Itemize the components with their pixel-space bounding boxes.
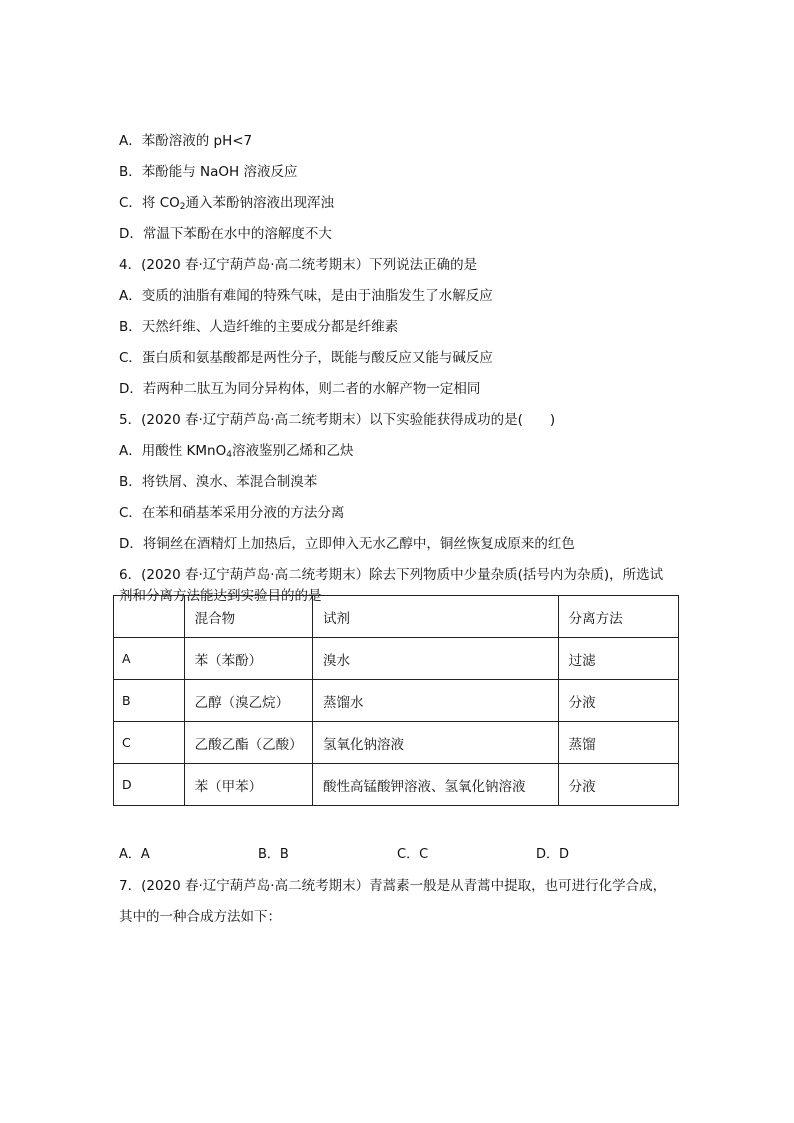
- q5-stem: 5．(2020 春·辽宁葫芦岛·高二统考期末）以下实验能获得成功的是( ): [119, 412, 556, 428]
- q5-option-a: [119, 442, 353, 460]
- table-header-cell: [114, 596, 185, 638]
- table-header-row: [114, 596, 679, 638]
- table-cell: 苯（苯酚）: [184, 638, 312, 680]
- q6-answer-d: D．D: [536, 847, 570, 862]
- table-cell: 氢氧化钠溶液: [313, 722, 559, 764]
- q4-option-a: A．变质的油脂有难闻的特殊气味，是由于油脂发生了水解反应: [119, 288, 493, 304]
- q6-answer-b: B．B: [258, 847, 289, 862]
- table-row: [114, 638, 679, 680]
- q6-stem-line-2: 剂和分离方法能达到实验目的的是: [119, 588, 322, 604]
- table-header-cell: 混合物: [184, 596, 312, 638]
- q6-answer-a: A．A: [119, 847, 150, 862]
- table-cell: 苯（甲苯）: [184, 764, 312, 806]
- q6-options-table: [113, 595, 679, 806]
- table-cell: 蒸馏水: [313, 680, 559, 722]
- q7-stem-line-2: 其中的一种合成方法如下：: [119, 909, 281, 925]
- table-header-cell: 分离方法: [558, 596, 678, 638]
- q3-option-b: B．苯酚能与 NaOH 溶液反应: [119, 164, 298, 180]
- q4-option-c: C．蛋白质和氨基酸都是两性分子，既能与酸反应又能与碱反应: [119, 350, 493, 366]
- q3-option-c-text-rest: 通入苯酚钠溶液出现浑浊: [185, 195, 335, 211]
- q4-option-b: B．天然纤维、人造纤维的主要成分都是纤维素: [119, 319, 399, 335]
- q5-option-d: D．将铜丝在酒精灯上加热后，立即伸入无水乙醇中，铜丝恢复成原来的红色: [119, 536, 575, 552]
- q5-option-b: B．将铁屑、溴水、苯混合制溴苯: [119, 474, 318, 490]
- q3-option-d: D．常温下苯酚在水中的溶解度不大: [119, 226, 332, 242]
- q4-stem: 4．(2020 春·辽宁葫芦岛·高二统考期末）下列说法正确的是: [119, 257, 478, 273]
- table-cell: B: [114, 680, 185, 722]
- table-cell: 乙酸乙酯（乙酸）: [184, 722, 312, 764]
- q3-option-a: A．苯酚溶液的 pH<7: [119, 133, 253, 149]
- q5-option-a-subscript: 4: [226, 450, 232, 460]
- table-row: [114, 764, 679, 806]
- table-cell: 过滤: [558, 638, 678, 680]
- q3-option-c-subscript: 2: [179, 202, 186, 212]
- q6-stem-line-1: 6．(2020 春·辽宁葫芦岛·高二统考期末）除去下列物质中少量杂质(括号内为杂质)，所选试: [119, 567, 664, 583]
- q6-answer-c: C．C: [397, 847, 429, 862]
- table-row: [114, 722, 679, 764]
- table-cell: 蒸馏: [558, 722, 678, 764]
- table-header-cell: 试剂: [313, 596, 559, 638]
- table-cell: A: [114, 638, 185, 680]
- table-cell: 酸性高锰酸钾溶液、氢氧化钠溶液: [313, 764, 559, 806]
- q4-option-d: D．若两种二肽互为同分异构体，则二者的水解产物一定相同: [119, 381, 481, 397]
- table-cell: D: [114, 764, 185, 806]
- table-cell: 乙醇（溴乙烷）: [184, 680, 312, 722]
- table-row: [114, 680, 679, 722]
- q7-stem-line-1: 7．(2020 春·辽宁葫芦岛·高二统考期末）青蒿素一般是从青蒿中提取，也可进行化学合成，: [119, 878, 667, 894]
- table-cell: 分液: [558, 680, 678, 722]
- q3-option-c: [119, 194, 334, 212]
- table-cell: 溴水: [313, 638, 559, 680]
- q5-option-a-text-rest: 溶液鉴别乙烯和乙炔: [231, 443, 354, 459]
- table-cell: C: [114, 722, 185, 764]
- q5-option-c: C．在苯和硝基苯采用分液的方法分离: [119, 505, 345, 521]
- q5-option-a-text: A．用酸性 KMnO: [119, 443, 227, 459]
- table-cell: 分液: [558, 764, 678, 806]
- q3-option-c-text: C．将 CO: [119, 195, 180, 211]
